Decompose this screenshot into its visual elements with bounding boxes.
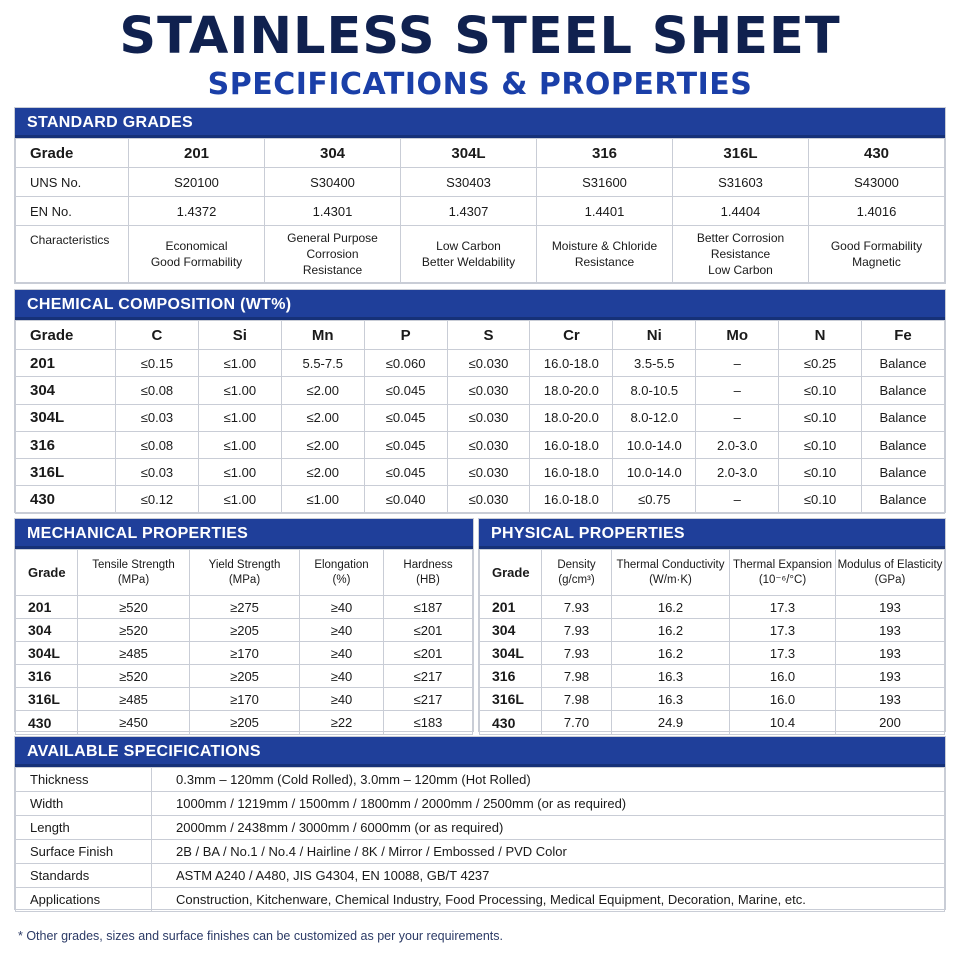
physical-column-header-line: Grade <box>492 565 530 580</box>
physical-row <box>480 711 945 734</box>
physical-cell: 193 <box>836 688 945 711</box>
characteristics-line: Magnetic <box>852 255 901 269</box>
chemical-composition-table <box>15 320 945 514</box>
specification-value: 0.3mm – 120mm (Cold Rolled), 3.0mm – 120mm (Hot Rolled) <box>152 768 945 792</box>
physical-column-header-line: Modulus of Elasticity <box>837 558 943 571</box>
chemical-cell: ≤0.040 <box>364 486 447 513</box>
physical-row <box>480 665 945 688</box>
physical-properties-header: PHYSICAL PROPERTIES <box>479 519 945 549</box>
mechanical-cell: ≥22 <box>300 711 384 734</box>
physical-cell: 16.0 <box>730 665 836 688</box>
mechanical-row <box>16 711 473 734</box>
specification-row <box>16 792 945 816</box>
specification-row <box>16 816 945 840</box>
chemical-cell: ≤1.00 <box>198 377 281 404</box>
chemical-column-header: S <box>447 321 530 350</box>
chemical-cell: 16.0-18.0 <box>530 431 613 458</box>
available-specifications-header: AVAILABLE SPECIFICATIONS <box>15 737 945 767</box>
specification-value: 1000mm / 1219mm / 1500mm / 1800mm / 2000mm / 2500mm (or as required) <box>152 792 945 816</box>
chemical-row <box>16 404 945 431</box>
mechanical-cell: ≥485 <box>78 688 190 711</box>
grade-cell: 304L <box>16 404 116 431</box>
chemical-cell: ≤0.030 <box>447 377 530 404</box>
chemical-cell: 18.0-20.0 <box>530 377 613 404</box>
chemical-row <box>16 431 945 458</box>
en-label: EN No. <box>16 197 129 226</box>
chemical-cell: ≤0.03 <box>116 404 199 431</box>
grade-cell: 304 <box>265 139 401 168</box>
specification-label: Applications <box>16 888 152 912</box>
physical-cell: 7.98 <box>542 665 612 688</box>
chemical-cell: Balance <box>862 459 945 486</box>
physical-column-header-line: Thermal Expansion <box>732 558 833 571</box>
chemical-cell: ≤2.00 <box>281 377 364 404</box>
chemical-cell: ≤0.030 <box>447 486 530 513</box>
uns-cell: S31603 <box>673 168 809 197</box>
mechanical-cell: ≥205 <box>190 619 300 642</box>
mechanical-row <box>16 665 473 688</box>
mechanical-cell: ≤187 <box>384 596 473 619</box>
specification-label: Length <box>16 816 152 840</box>
chemical-cell: ≤0.75 <box>613 486 696 513</box>
chemical-row <box>16 459 945 486</box>
mechanical-column-header <box>78 550 190 596</box>
physical-cell: 200 <box>836 711 945 734</box>
mechanical-cell: ≥170 <box>190 688 300 711</box>
chemical-cell: ≤0.030 <box>447 431 530 458</box>
uns-cell: S43000 <box>809 168 945 197</box>
physical-cell: 7.98 <box>542 688 612 711</box>
mechanical-cell: ≥40 <box>300 619 384 642</box>
physical-row <box>480 688 945 711</box>
chemical-cell: ≤0.030 <box>447 459 530 486</box>
mechanical-cell: ≥520 <box>78 619 190 642</box>
grade-cell: 201 <box>129 139 265 168</box>
physical-cell: 16.3 <box>612 688 730 711</box>
mechanical-cell: ≥450 <box>78 711 190 734</box>
characteristics-cell <box>537 226 673 283</box>
mechanical-properties-table <box>15 549 473 735</box>
mechanical-cell: ≥170 <box>190 642 300 665</box>
chemical-column-header: Grade <box>16 321 116 350</box>
grade-cell: 304 <box>480 619 542 642</box>
chemical-cell: ≤1.00 <box>198 486 281 513</box>
characteristics-line: Low Carbon <box>436 239 501 253</box>
grade-cell: 316L <box>16 459 116 486</box>
grade-cell: 304 <box>16 377 116 404</box>
physical-cell: 7.93 <box>542 619 612 642</box>
en-cell: 1.4307 <box>401 197 537 226</box>
chemical-column-header: Cr <box>530 321 613 350</box>
physical-cell: 24.9 <box>612 711 730 734</box>
chemical-cell: ≤0.045 <box>364 459 447 486</box>
characteristics-line: Moisture & Chloride <box>551 239 658 253</box>
physical-column-header <box>542 550 612 596</box>
grade-cell: 316 <box>16 665 78 688</box>
physical-row <box>480 619 945 642</box>
mechanical-cell: ≥520 <box>78 596 190 619</box>
physical-column-header-line: (W/m·K) <box>649 573 692 586</box>
chemical-column-header: Mn <box>281 321 364 350</box>
physical-column-header <box>480 550 542 596</box>
grade-cell: 304L <box>480 642 542 665</box>
physical-cell: 193 <box>836 619 945 642</box>
en-row <box>16 197 945 226</box>
physical-properties-section <box>478 518 946 732</box>
specification-value: Construction, Kitchenware, Chemical Industry, Food Processing, Medical Equipment, Decoration, Marine, etc. <box>152 888 945 912</box>
mechanical-cell: ≤201 <box>384 619 473 642</box>
grade-cell: 304L <box>401 139 537 168</box>
chemical-cell: ≤0.030 <box>447 350 530 377</box>
grade-cell: 201 <box>16 350 116 377</box>
physical-column-header-line: (10⁻⁶/°C) <box>758 573 807 586</box>
mechanical-cell: ≥205 <box>190 711 300 734</box>
chemical-cell: ≤0.03 <box>116 459 199 486</box>
grade-cell: 430 <box>809 139 945 168</box>
characteristics-line: Corrosion <box>306 247 359 261</box>
specifications-body <box>16 768 945 912</box>
grade-cell: 201 <box>480 596 542 619</box>
chemical-cell: ≤0.15 <box>116 350 199 377</box>
characteristics-line: Resistance <box>302 263 363 277</box>
physical-cell: 17.3 <box>730 619 836 642</box>
chemical-column-header: P <box>364 321 447 350</box>
footnote: * Other grades, sizes and surface finishes can be customized as per your requirements. <box>18 929 503 943</box>
mechanical-row <box>16 688 473 711</box>
chemical-cell: ≤1.00 <box>198 459 281 486</box>
physical-column-header-line: (g/cm³) <box>558 573 595 586</box>
chemical-cell: Balance <box>862 486 945 513</box>
standard-grades-section <box>14 107 946 284</box>
chemical-cell: 5.5-7.5 <box>281 350 364 377</box>
grade-cell: 316 <box>480 665 542 688</box>
mechanical-column-header-line: (%) <box>332 573 351 586</box>
mechanical-cell: ≥520 <box>78 665 190 688</box>
chemical-cell: 16.0-18.0 <box>530 350 613 377</box>
physical-column-header <box>612 550 730 596</box>
chemical-cell: – <box>696 404 779 431</box>
uns-row <box>16 168 945 197</box>
chemical-cell: ≤0.08 <box>116 377 199 404</box>
mechanical-column-header <box>384 550 473 596</box>
characteristics-line: Economical <box>165 239 228 253</box>
grade-cell: 316 <box>537 139 673 168</box>
physical-cell: 7.93 <box>542 642 612 665</box>
mechanical-cell: ≥275 <box>190 596 300 619</box>
mechanical-column-header <box>300 550 384 596</box>
chemical-body <box>16 350 945 514</box>
standard-grades-header: STANDARD GRADES <box>15 108 945 138</box>
chemical-cell: ≤0.08 <box>116 431 199 458</box>
mechanical-column-header-line: (MPa) <box>228 573 261 586</box>
chemical-cell: ≤0.030 <box>447 404 530 431</box>
specification-row <box>16 888 945 912</box>
mechanical-cell: ≥40 <box>300 688 384 711</box>
characteristics-cell <box>401 226 537 283</box>
chemical-cell: 8.0-10.5 <box>613 377 696 404</box>
mechanical-column-header-line: (HB) <box>416 573 440 586</box>
en-cell: 1.4372 <box>129 197 265 226</box>
specification-label: Thickness <box>16 768 152 792</box>
chemical-cell: ≤2.00 <box>281 459 364 486</box>
chemical-cell: ≤0.10 <box>779 404 862 431</box>
mechanical-column-header-line: (MPa) <box>117 573 150 586</box>
chemical-column-header: Si <box>198 321 281 350</box>
mechanical-cell: ≤201 <box>384 642 473 665</box>
physical-column-header-line: Density <box>557 558 596 571</box>
en-cell: 1.4401 <box>537 197 673 226</box>
uns-cell: S31600 <box>537 168 673 197</box>
mechanical-row <box>16 642 473 665</box>
specifications-table <box>15 767 945 912</box>
chemical-cell: – <box>696 486 779 513</box>
chemical-cell: ≤0.12 <box>116 486 199 513</box>
physical-body <box>480 596 945 735</box>
chemical-cell: ≤2.00 <box>281 431 364 458</box>
mechanical-cell: ≥40 <box>300 665 384 688</box>
chemical-cell: 10.0-14.0 <box>613 431 696 458</box>
chemical-cell: 2.0-3.0 <box>696 431 779 458</box>
available-specifications-section <box>14 736 946 910</box>
chemical-cell: 8.0-12.0 <box>613 404 696 431</box>
physical-cell: 193 <box>836 665 945 688</box>
chemical-cell: ≤0.045 <box>364 377 447 404</box>
chemical-cell: 16.0-18.0 <box>530 486 613 513</box>
uns-cell: S20100 <box>129 168 265 197</box>
chemical-cell: 2.0-3.0 <box>696 459 779 486</box>
characteristics-line: Better Corrosion <box>696 231 785 245</box>
chemical-column-header: N <box>779 321 862 350</box>
physical-cell: 16.3 <box>612 665 730 688</box>
mechanical-column-header <box>16 550 78 596</box>
chemical-cell: – <box>696 377 779 404</box>
chemical-cell: ≤0.10 <box>779 431 862 458</box>
physical-column-header-line: (GPa) <box>874 573 906 586</box>
chemical-cell: Balance <box>862 350 945 377</box>
uns-label: UNS No. <box>16 168 129 197</box>
physical-cell: 16.0 <box>730 688 836 711</box>
grade-row <box>16 139 945 168</box>
chemical-column-header: C <box>116 321 199 350</box>
specification-row <box>16 840 945 864</box>
chemical-cell: Balance <box>862 377 945 404</box>
chemical-cell: Balance <box>862 431 945 458</box>
grade-cell: 316L <box>480 688 542 711</box>
grade-cell: 430 <box>16 486 116 513</box>
chemical-cell: Balance <box>862 404 945 431</box>
physical-cell: 16.2 <box>612 642 730 665</box>
grade-cell: 304L <box>16 642 78 665</box>
grade-label: Grade <box>16 139 129 168</box>
chemical-cell: ≤1.00 <box>281 486 364 513</box>
physical-header-row <box>480 550 945 596</box>
physical-column-header-line: Thermal Conductivity <box>616 558 725 571</box>
chemical-column-header: Mo <box>696 321 779 350</box>
chemical-cell: 3.5-5.5 <box>613 350 696 377</box>
grade-cell: 201 <box>16 596 78 619</box>
physical-cell: 193 <box>836 642 945 665</box>
uns-cell: S30403 <box>401 168 537 197</box>
specification-label: Standards <box>16 864 152 888</box>
mechanical-cell: ≥40 <box>300 596 384 619</box>
mechanical-header-row <box>16 550 473 596</box>
characteristics-line: Better Weldability <box>421 255 516 269</box>
en-cell: 1.4404 <box>673 197 809 226</box>
mechanical-cell: ≤217 <box>384 665 473 688</box>
specification-label: Width <box>16 792 152 816</box>
physical-row <box>480 596 945 619</box>
mechanical-cell: ≤217 <box>384 688 473 711</box>
en-cell: 1.4301 <box>265 197 401 226</box>
characteristics-cell <box>265 226 401 283</box>
mechanical-column-header-line: Elongation <box>314 558 369 571</box>
mechanical-column-header-line: Yield Strength <box>208 558 281 571</box>
chemical-column-header: Ni <box>613 321 696 350</box>
physical-cell: 7.93 <box>542 596 612 619</box>
specification-row <box>16 768 945 792</box>
chemical-cell: 10.0-14.0 <box>613 459 696 486</box>
mechanical-cell: ≤183 <box>384 711 473 734</box>
characteristics-cell <box>673 226 809 283</box>
characteristics-line: Resistance <box>574 255 635 269</box>
chemical-cell: 18.0-20.0 <box>530 404 613 431</box>
chemical-cell: ≤2.00 <box>281 404 364 431</box>
specification-value: 2000mm / 2438mm / 3000mm / 6000mm (or as required) <box>152 816 945 840</box>
characteristics-line: Resistance <box>710 247 771 261</box>
mechanical-properties-header: MECHANICAL PROPERTIES <box>15 519 473 549</box>
chemical-cell: ≤0.10 <box>779 377 862 404</box>
chemical-row <box>16 486 945 513</box>
page-subtitle: SPECIFICATIONS & PROPERTIES <box>207 67 753 102</box>
mechanical-row <box>16 619 473 642</box>
characteristics-line: Good Formability <box>150 255 243 269</box>
characteristics-cell <box>129 226 265 283</box>
grade-cell: 304 <box>16 619 78 642</box>
chemical-column-header: Fe <box>862 321 945 350</box>
physical-cell: 7.70 <box>542 711 612 734</box>
chemical-cell: ≤0.045 <box>364 431 447 458</box>
chemical-cell: ≤0.25 <box>779 350 862 377</box>
mechanical-cell: ≥40 <box>300 642 384 665</box>
specification-value: 2B / BA / No.1 / No.4 / Hairline / 8K / Mirror / Embossed / PVD Color <box>152 840 945 864</box>
grade-cell: 316L <box>673 139 809 168</box>
mechanical-column-header-line: Tensile Strength <box>92 558 175 571</box>
chemical-cell: ≤1.00 <box>198 404 281 431</box>
mechanical-cell: ≥205 <box>190 665 300 688</box>
grade-cell: 316L <box>16 688 78 711</box>
chemical-row <box>16 377 945 404</box>
physical-column-header <box>730 550 836 596</box>
chemical-row <box>16 350 945 377</box>
chemical-cell: ≤0.10 <box>779 459 862 486</box>
page-title: STAINLESS STEEL SHEET <box>119 7 841 66</box>
mechanical-row <box>16 596 473 619</box>
physical-cell: 193 <box>836 596 945 619</box>
chemical-composition-header: CHEMICAL COMPOSITION (WT%) <box>15 290 945 320</box>
physical-cell: 16.2 <box>612 619 730 642</box>
characteristics-line: Good Formability <box>830 239 923 253</box>
characteristics-row <box>16 226 945 283</box>
mechanical-column-header <box>190 550 300 596</box>
specification-label: Surface Finish <box>16 840 152 864</box>
chemical-cell: 16.0-18.0 <box>530 459 613 486</box>
physical-row <box>480 642 945 665</box>
chemical-composition-section <box>14 289 946 513</box>
physical-cell: 16.2 <box>612 596 730 619</box>
physical-column-header <box>836 550 945 596</box>
chemical-cell: ≤1.00 <box>198 350 281 377</box>
chemical-cell: – <box>696 350 779 377</box>
physical-cell: 17.3 <box>730 596 836 619</box>
physical-cell: 10.4 <box>730 711 836 734</box>
chemical-cell: ≤1.00 <box>198 431 281 458</box>
grade-cell: 316 <box>16 431 116 458</box>
specification-row <box>16 864 945 888</box>
standard-grades-table <box>15 138 945 283</box>
uns-cell: S30400 <box>265 168 401 197</box>
mechanical-column-header-line: Hardness <box>403 558 453 571</box>
characteristics-cell <box>809 226 945 283</box>
physical-cell: 17.3 <box>730 642 836 665</box>
characteristics-line: Low Carbon <box>708 263 773 277</box>
grade-cell: 430 <box>480 711 542 734</box>
chemical-cell: ≤0.10 <box>779 486 862 513</box>
physical-properties-table <box>479 549 945 735</box>
mechanical-column-header-line: Grade <box>28 565 66 580</box>
characteristics-label: Characteristics <box>16 226 129 283</box>
chemical-cell: ≤0.045 <box>364 404 447 431</box>
specification-value: ASTM A240 / A480, JIS G4304, EN 10088, GB/T 4237 <box>152 864 945 888</box>
chemical-cell: ≤0.060 <box>364 350 447 377</box>
mechanical-cell: ≥485 <box>78 642 190 665</box>
mechanical-properties-section <box>14 518 474 732</box>
en-cell: 1.4016 <box>809 197 945 226</box>
mechanical-body <box>16 596 473 735</box>
characteristics-line: General Purpose <box>287 231 378 245</box>
chemical-header-row <box>16 321 945 350</box>
grade-cell: 430 <box>16 711 78 734</box>
